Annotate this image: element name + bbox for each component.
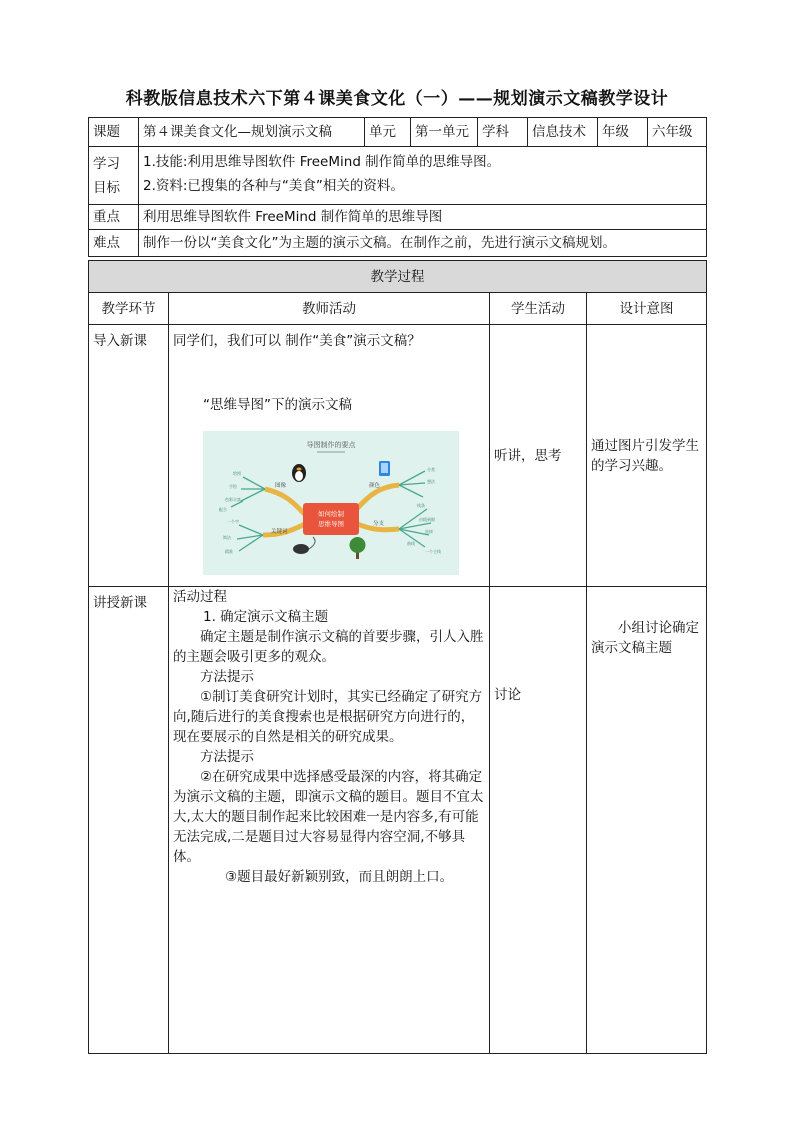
mindmap-leaf: 一个字 (227, 519, 239, 524)
grade-label: 年级 (598, 118, 648, 147)
goal-label-line-2: 目标 (93, 179, 120, 196)
mindmap-leaf: 曲线 (407, 541, 415, 546)
row2-activity-title: 活动过程 (173, 589, 227, 605)
mindmap-leaf: 手绘 (229, 484, 237, 489)
page-title: 科教版信息技术六下第４课美食文化（一）——规划演示文稿教学设计 (125, 89, 669, 109)
row1-caption: “思维导图”下的演示文稿 (203, 397, 352, 413)
mindmap-branch-3: 关键词 (271, 529, 288, 535)
mindmap-leaf: 色彩丰富 (225, 497, 241, 502)
mindmap-branch-1: 图像 (275, 483, 287, 489)
key-label: 重点 (89, 205, 139, 230)
info-table (88, 117, 707, 257)
mindmap-leaf: 分类 (427, 467, 435, 472)
key-value: 利用思维导图软件 FreeMind 制作简单的思维导图 (139, 205, 707, 230)
difficulty-label: 难点 (89, 230, 139, 257)
mindmap-leaf: 连接 (425, 529, 433, 534)
row2-teacher (169, 587, 490, 1054)
goal-label (89, 147, 139, 205)
row2-student: 讨论 (490, 587, 587, 1054)
row2-method-tip: 方法提示 (200, 669, 254, 685)
unit-value: 第一单元 (411, 118, 478, 147)
mindmap-leaf: 配合 (219, 507, 227, 512)
row1-intent: 通过图片引发学生的学习兴趣。 (587, 325, 707, 587)
col-stage: 教学环节 (89, 293, 169, 325)
subject-value: 信息技术 (528, 118, 598, 147)
row1-student: 听讲，思考 (490, 325, 587, 587)
unit-label: 单元 (365, 118, 411, 147)
mindmap-leaf: 简洁 (223, 535, 231, 540)
row2-paragraph: ③题目最好新颖别致，而且朗朗上口。 (225, 869, 454, 885)
row2-paragraph: ①制订美食研究计划时，其实已经确定了研究方向,随后进行的美食搜索也是根据研究方向进行的，现在要展示的自然是相关的研究成果。 (173, 689, 483, 745)
mindmap-leaf: 一个主线 (425, 549, 441, 554)
mindmap-leaf: 想法 (427, 479, 435, 484)
col-student: 学生活动 (490, 293, 587, 325)
subject-label: 学科 (478, 118, 528, 147)
goal-label-line-1: 学习 (93, 155, 120, 172)
row1-question: 同学们，我们可以 制作“美食”演示文稿？ (173, 333, 421, 349)
row2-method-tip: 方法提示 (200, 749, 254, 765)
row2-paragraph: 确定主题是制作演示文稿的首要步骤，引人入胜的主题会吸引更多的观众。 (173, 629, 484, 665)
grade-value: 六年级 (648, 118, 707, 147)
mindmap-branch-4: 分支 (373, 521, 385, 527)
mindmap-title: 导图制作的要点 (306, 441, 356, 449)
mindmap-leaf: 精准 (225, 549, 233, 554)
mindmap-center-line-2: 思维导图 (318, 520, 344, 528)
row1-teacher (169, 325, 490, 587)
process-table (88, 260, 707, 1054)
process-header: 教学过程 (89, 261, 707, 293)
row2-intent: 小组讨论确定演示文稿主题 (587, 587, 707, 1054)
mindmap-branch-2: 颜色 (369, 483, 381, 489)
tablet-icon (379, 461, 390, 476)
mindmap-leaf: 由粗到细 (419, 517, 435, 522)
row2-step-title: 1. 确定演示文稿主题 (203, 609, 329, 625)
goal-item-2: 2.资料:已搜集的各种与“美食”相关的资料。 (143, 178, 404, 194)
row1-stage: 导入新课 (89, 325, 169, 587)
goal-item-1: 1.技能:利用思维导图软件 FreeMind 制作简单的思维导图。 (143, 154, 501, 170)
topic-label: 课题 (89, 118, 139, 147)
col-intent: 设计意图 (587, 293, 707, 325)
row2-paragraph: ②在研究成果中选择感受最深的内容，将其确定为演示文稿的主题，即演示文稿的题目。题目不宜太大,太大的题目制作起来比较困难一是内容多,有可能无法完成,二是题目过大容易显得内容空洞,不够具体。 (173, 769, 484, 865)
mindmap-image (203, 431, 459, 575)
mindmap-leaf: 线条 (417, 503, 425, 508)
goal-content (139, 147, 707, 205)
col-teacher: 教师活动 (169, 293, 490, 325)
mindmap-center-line-1: 如何绘制 (318, 510, 344, 518)
topic-value: 第４课美食文化—规划演示文稿 (139, 118, 365, 147)
penguin-icon (292, 464, 306, 482)
mindmap-leaf: 给图 (233, 471, 241, 476)
row2-stage: 讲授新课 (89, 587, 169, 1054)
mindmap-center-node (303, 503, 359, 535)
difficulty-value: 制作一份以“美食文化”为主题的演示文稿。在制作之前，先进行演示文稿规划。 (139, 230, 707, 257)
